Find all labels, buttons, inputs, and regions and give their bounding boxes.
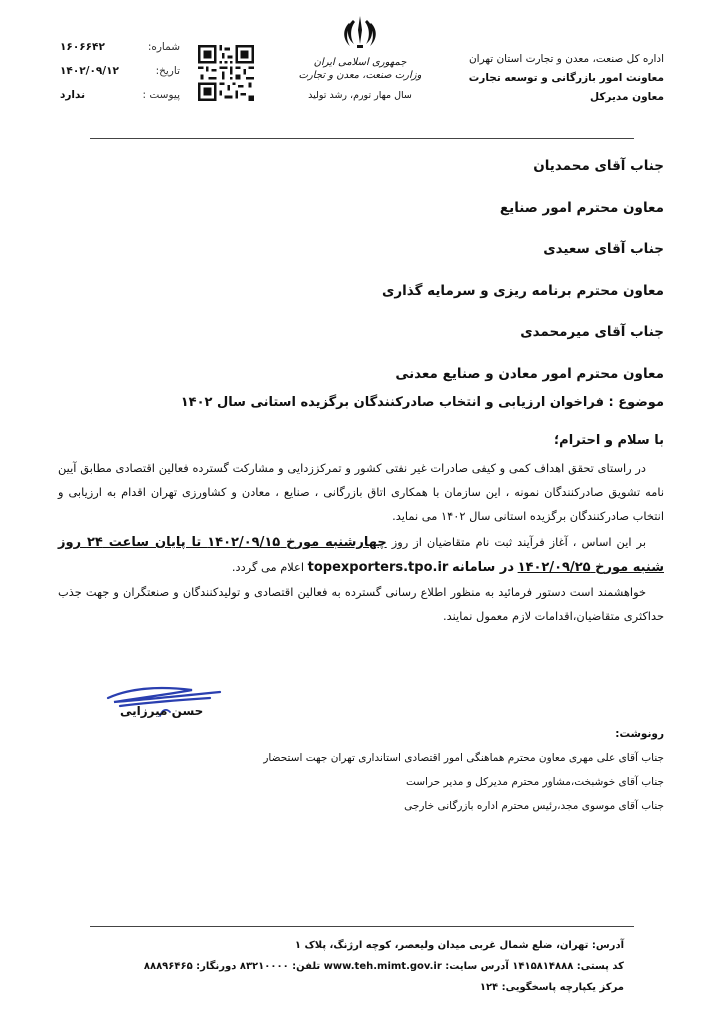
number-label: شماره: (147, 41, 180, 53)
addressee-line: جناب آقای سعیدی (543, 241, 664, 257)
footer-address: آدرس: تهران، ضلع شمال غربی میدان ولیعصر، کوچه ارژنگ، پلاک ۱ (294, 940, 624, 951)
attachment-value: ندارد (60, 89, 86, 101)
body-paragraph: بر این اساس ، آغاز فرآیند ثبت نام متقاضیان از روز چهارشنبه مورخ ۱۴۰۲/۰۹/۱۵ تا پایان ساعت ۲۴ روز شنبه مورخ ۱۴۰۲/۰۹/۲۵ در سامانه topexporters.tpo.ir اعلام می گردد. (58, 535, 664, 575)
date-label: تاریخ: (155, 65, 180, 77)
letter-subject: موضوع : فراخوان ارزیابی و انتخاب صادرکنندگان برگزیده استانی سال ۱۴۰۲ (180, 395, 664, 410)
addressee-line: معاون محترم امور صنایع (499, 199, 664, 216)
cc-line: جناب آقای خوشبخت،مشاور محترم مدیرکل و مدیر حراست (405, 776, 664, 788)
body-paragraph: در راستای تحقق اهداف کمی و کیفی صادرات غیر نفتی کشور و تمرکززدایی و مشارکت گسترده فعالین اقتصادی مطابق آیین نامه تشویق صادرکنندگان نمونه ، این سازمان با همکاری اتاق بازرگانی ، صنایع ، معادن و کشاورزی تهران اقدام به ارزیابی و انتخاب صادرکنندگان برگزیده استانی سال ۱۴۰۲ می نماید. (58, 461, 664, 523)
footer-website: www.teh.mimt.gov.ir (323, 961, 442, 972)
org-line: معاون مدیرکل (589, 91, 664, 103)
addressee-list (64, 146, 664, 395)
footer-divider (90, 926, 634, 927)
body-paragraph: خواهشمند است دستور فرمائید به منظور اطلاع رسانی گسترده به فعالین اقتصادی و تولیدکنندگان و صنعتگران و جهت جذب حداکثری متقاضیان،اقدامات لازم معمول نمایند. (58, 585, 664, 623)
organization-header (444, 50, 664, 107)
letter-date: ۱۴۰۲/۰۹/۱۲ (60, 65, 119, 77)
ministry-block (285, 14, 435, 101)
org-line: اداره کل صنعت، معدن و تجارت استان تهران (468, 53, 664, 65)
org-line: معاونت امور بازرگانی و توسعه تجارت (468, 72, 664, 84)
header-divider (90, 138, 634, 139)
cc-line: جناب آقای علی مهری معاون محترم هماهنگی امور اقتصادی استانداری تهران جهت استحضار (263, 752, 664, 764)
footer-contact: کد پستی: ۱۴۱۵۸۱۴۸۸۸ آدرس سایت: www.teh.mimt.gov.ir تلفن: ۸۳۲۱۰۰۰۰ دورنگار: ۸۸۸۹۶۴۶۵ (143, 961, 624, 972)
letter-number: ۱۶۰۶۶۴۲ (60, 41, 105, 53)
addressee-line: معاون محترم امور معادن و صنایع معدنی (395, 365, 664, 382)
registration-dates: چهارشنبه مورخ ۱۴۰۲/۰۹/۱۵ تا پایان ساعت ۲۴ روز شنبه مورخ ۱۴۰۲/۰۹/۲۵ (58, 535, 664, 575)
system-website: topexporters.tpo.ir (307, 560, 449, 575)
cc-title: رونوشت: (615, 728, 664, 740)
footer-call-center: مرکز یکپارچه پاسخگویی: ۱۲۴ (479, 982, 624, 993)
addressee-line: معاون محترم برنامه ریزی و سرمایه گذاری (382, 282, 664, 299)
addressee-line: جناب آقای میرمحمدی (520, 324, 664, 340)
attachment-label: پیوست : (142, 89, 180, 101)
letter-meta (60, 35, 180, 107)
cc-line: جناب آقای موسوی مجد،رئیس محترم اداره بازرگانی خارجی (404, 800, 664, 812)
addressee-line: جناب آقای محمدیان (533, 158, 664, 174)
letter-body (58, 456, 664, 628)
cc-list (64, 722, 664, 818)
signer-name: حسن میرزایی (120, 704, 204, 718)
year-slogan: سال مهار تورم، رشد تولید (308, 90, 412, 101)
ministry-name: جمهوری اسلامی ایران وزارت صنعت، معدن و تجارت (298, 57, 422, 81)
greeting: با سلام و احترام؛ (553, 433, 664, 448)
qr-code-icon (198, 45, 254, 101)
iran-emblem-icon (340, 14, 380, 50)
footer (104, 935, 624, 998)
